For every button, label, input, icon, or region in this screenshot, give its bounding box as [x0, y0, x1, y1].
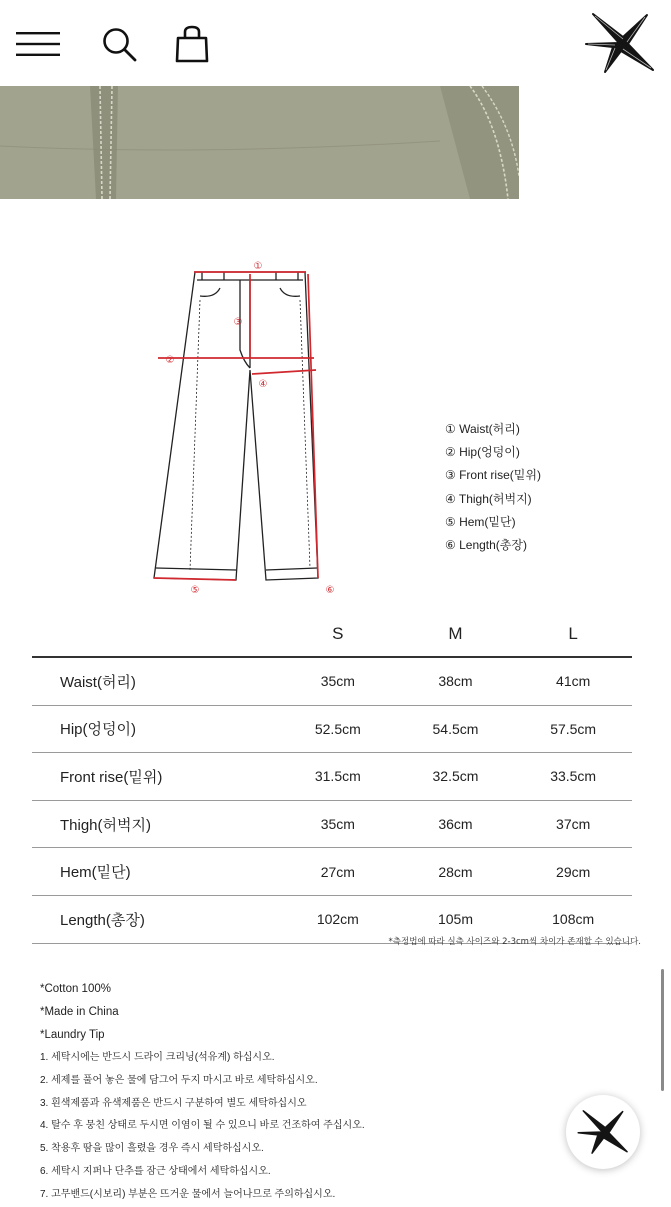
cell-value: 52.5cm — [279, 705, 397, 753]
row-label: Hip(엉덩이) — [32, 705, 279, 753]
legend-item: ② Hip(엉덩이) — [445, 445, 520, 460]
shopping-bag-icon — [174, 25, 210, 63]
marker-hem: ⑤ — [190, 585, 200, 595]
marker-hip: ② — [165, 355, 175, 366]
laundry-tip: 7. 고무밴드(시보리) 부분은 뜨거운 물에서 늘어나므로 주의하십시오. — [40, 1188, 336, 1200]
cell-value: 108cm — [514, 895, 632, 943]
legend-item: ③ Front rise(밑위) — [445, 468, 541, 483]
laundry-tip: 4. 탈수 후 뭉친 상태로 두시면 이염이 될 수 있으니 바로 건조하여 주십시오. — [40, 1120, 365, 1132]
search-icon — [100, 25, 138, 63]
table-row — [32, 753, 632, 801]
cell-value: 35cm — [279, 800, 397, 848]
table-row — [32, 800, 632, 848]
table-row — [32, 705, 632, 753]
row-label: Front rise(밑위) — [32, 753, 279, 801]
care-info — [40, 978, 365, 1207]
origin-text: *Made in China — [40, 1006, 119, 1018]
product-photo — [0, 86, 519, 199]
laundry-tip: 1. 세탁시에는 반드시 드라이 크리닝(석유계) 하십시오. — [40, 1052, 275, 1063]
cell-value: 28cm — [397, 848, 515, 896]
cell-value: 105m — [397, 895, 515, 943]
measurement-diagram — [140, 250, 360, 595]
cell-value: 102cm — [279, 895, 397, 943]
cell-value: 57.5cm — [514, 705, 632, 753]
table-row — [32, 848, 632, 896]
cell-value: 29cm — [514, 848, 632, 896]
cell-value: 38cm — [397, 657, 515, 705]
legend-item: ⑤ Hem(밑단) — [445, 514, 516, 529]
floating-logo-button[interactable] — [566, 1095, 640, 1169]
scrollbar[interactable] — [661, 969, 664, 1091]
brand-logo[interactable] — [583, 10, 657, 76]
marker-waist: ① — [253, 261, 263, 272]
cell-value: 27cm — [279, 848, 397, 896]
menu-button[interactable] — [16, 22, 60, 66]
cell-value: 37cm — [514, 800, 632, 848]
measurement-legend — [445, 418, 541, 557]
size-table — [32, 612, 632, 944]
header-size-l: L — [514, 612, 632, 657]
material-text: *Cotton 100% — [40, 983, 111, 995]
cell-value: 41cm — [514, 657, 632, 705]
marker-length: ⑥ — [325, 585, 335, 595]
cell-value: 32.5cm — [397, 753, 515, 801]
measurement-note: *측정법에 따라 실측 사이즈와 2-3cm씩 차이가 존재할 수 있습니다. — [388, 937, 641, 947]
header-empty — [32, 612, 279, 657]
cell-value: 31.5cm — [279, 753, 397, 801]
marker-thigh: ④ — [258, 379, 268, 390]
row-label: Hem(밑단) — [32, 848, 279, 896]
cell-value: 33.5cm — [514, 753, 632, 801]
laundry-tip: 6. 세탁시 지퍼나 단추를 잠근 상태에서 세탁하십시오. — [40, 1165, 271, 1177]
cart-button[interactable] — [170, 22, 214, 66]
row-label: Length(총장) — [32, 895, 279, 943]
search-button[interactable] — [97, 22, 141, 66]
table-row — [32, 657, 632, 705]
legend-item: ① Waist(허리) — [445, 422, 520, 436]
laundry-tip: 2. 세제를 풀어 놓은 물에 담그어 두지 마시고 바로 세탁하십시오. — [40, 1074, 318, 1086]
header-size-s: S — [279, 612, 397, 657]
legend-item: ⑥ Length(총장) — [445, 537, 527, 552]
starfish-logo-icon — [576, 1107, 630, 1157]
size-table-header — [32, 612, 632, 657]
starfish-logo-icon — [583, 10, 657, 76]
cell-value: 54.5cm — [397, 705, 515, 753]
laundry-tip: 3. 흰색제품과 유색제품은 반드시 구분하여 별도 세탁하십시오 — [40, 1097, 307, 1109]
cell-value: 35cm — [279, 657, 397, 705]
laundry-tip: 5. 착용후 땀을 많이 흘렸을 경우 즉시 세탁하십시오. — [40, 1143, 264, 1155]
hamburger-menu-icon — [16, 31, 60, 57]
row-label: Thigh(허벅지) — [32, 800, 279, 848]
row-label: Waist(허리) — [32, 657, 279, 705]
header-size-m: M — [397, 612, 515, 657]
laundry-tip-title: *Laundry Tip — [40, 1029, 105, 1041]
legend-item: ④ Thigh(허벅지) — [445, 491, 532, 506]
top-header — [0, 0, 671, 86]
cell-value: 36cm — [397, 800, 515, 848]
marker-front-rise: ③ — [233, 317, 243, 328]
